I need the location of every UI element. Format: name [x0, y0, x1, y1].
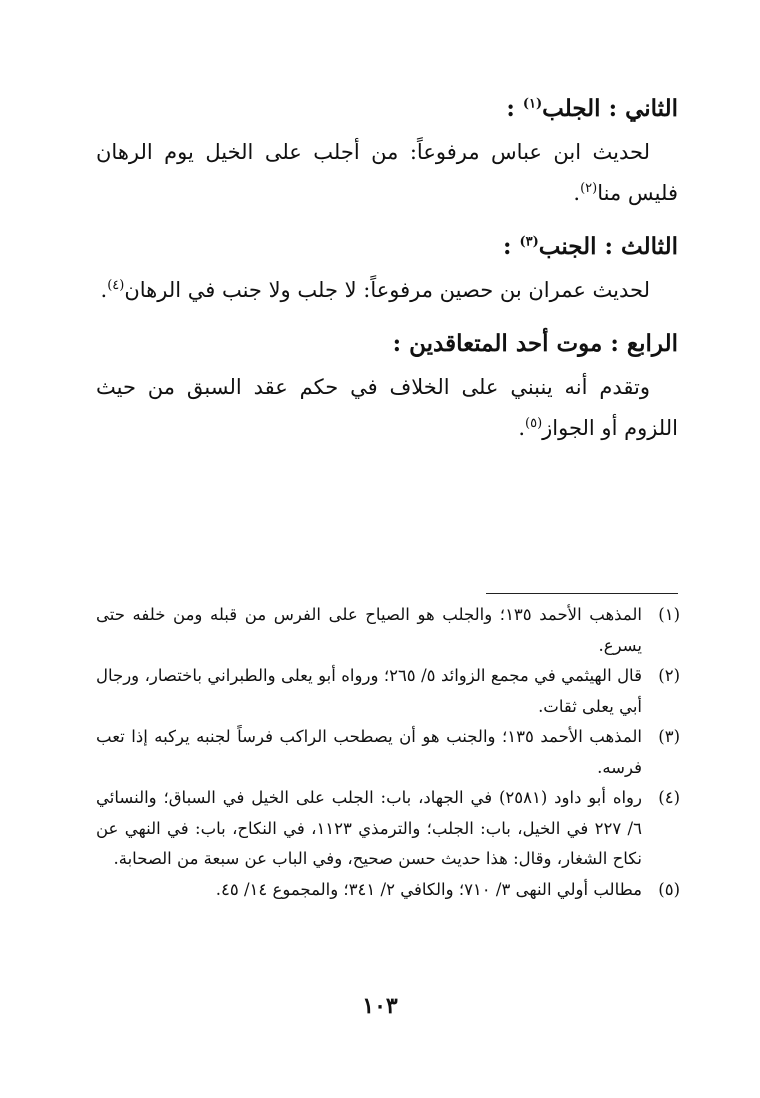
heading-third-janab: [96, 230, 678, 264]
paragraph-text: وتقدم أنه ينبني على الخلاف في حكم عقد السبق من حيث اللزوم أو الجواز: [96, 375, 678, 440]
paragraph-death: [96, 367, 678, 449]
heading-fourth-death: [96, 327, 678, 361]
footnote-ref: (٥): [525, 416, 543, 431]
paragraph-janab: [96, 270, 678, 311]
footnotes: [96, 600, 680, 905]
paragraph-end: .: [100, 278, 108, 302]
footnote-4: [96, 783, 680, 875]
footnote-number: (١): [658, 605, 680, 624]
footnote-1: [96, 600, 680, 661]
main-text: [96, 82, 678, 465]
heading-colon: :: [506, 95, 523, 122]
heading-text: الثالث : الجنب: [538, 233, 678, 260]
footnote-text: المذهب الأحمد ١٣٥؛ والجلب هو الصياح على الفرس من قبله ومن خلفه حتى يسرع.: [96, 605, 642, 655]
footnote-ref: (١): [522, 96, 543, 112]
paragraph-end: .: [573, 181, 581, 205]
footnote-number: (٢): [658, 666, 680, 685]
paragraph-end: .: [518, 416, 525, 440]
heading-text: الثاني : الجلب: [542, 95, 678, 122]
paragraph-text: لحديث ابن عباس مرفوعاً: من أجلب على الخيل يوم الرهان فليس منا: [96, 140, 678, 205]
footnote-text: المذهب الأحمد ١٣٥؛ والجنب هو أن يصطحب الراكب فرساً لجنبه يركبه إذا تعب فرسه.: [96, 727, 642, 777]
footnote-text: مطالب أولي النهى ٣/ ٧١٠؛ والكافي ٢/ ٣٤١؛ والمجموع ١٤/ ٤٥.: [215, 879, 642, 899]
footnote-ref: (٢): [580, 181, 598, 196]
footnote-text: قال الهيثمي في مجمع الزوائد ٥/ ٢٦٥؛ ورواه أبو يعلى والطبراني باختصار، ورجال أبي يعلى ثقات.: [96, 666, 642, 716]
footnote-ref: (٤): [107, 278, 125, 293]
footnote-number: (٤): [658, 788, 680, 807]
heading-second-jalab: [96, 92, 678, 126]
page-number: ١٠٣: [362, 993, 398, 1019]
footnote-3: [96, 722, 680, 783]
footnote-separator: [486, 593, 678, 594]
paragraph-jalab: [96, 132, 678, 214]
footnote-2: [96, 661, 680, 722]
heading-text: الرابع : موت أحد المتعاقدين :: [392, 330, 678, 357]
footnote-text: رواه أبو داود (٢٥٨١) في الجهاد، باب: الجلب على الخيل في السباق؛ والنسائي ٦/ ٢٢٧ في الخيل، باب: الجلب؛ والترمذي ١١٢٣، في النكاح، باب: في النهي عن نكاح الشغار، وقال: هذا حديث حسن صحيح، وفي الباب عن سبعة من الصحابة.: [96, 788, 642, 868]
footnote-5: [96, 875, 680, 906]
footnote-number: (٥): [658, 879, 680, 899]
paragraph-text: لحديث عمران بن حصين مرفوعاً: لا جلب ولا جنب في الرهان: [124, 278, 650, 302]
footnote-ref: (٣): [519, 234, 539, 250]
footnote-number: (٣): [658, 727, 680, 746]
heading-colon: :: [502, 233, 520, 260]
